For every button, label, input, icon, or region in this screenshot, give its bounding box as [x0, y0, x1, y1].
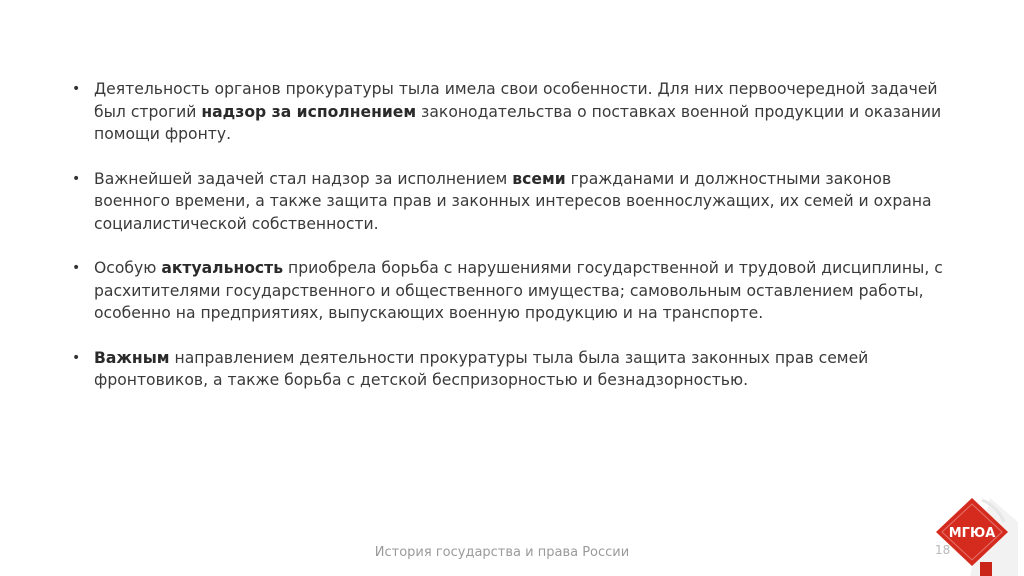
footer-title: История государства и права России [374, 545, 630, 560]
mgua-logo [930, 492, 1020, 576]
logo-text: МГЮА [948, 526, 996, 541]
bullet-dot-icon: • [72, 81, 81, 97]
bullet-dot-icon: • [72, 260, 81, 276]
page-number: 18 [935, 543, 951, 557]
bullet-item [72, 257, 952, 325]
bullet-text: Важным направлением деятельности прокуратуры тыла была защита законных прав семей фронтовиков, а также борьба с детской беспризорностью и безнадзорностью. [94, 348, 869, 389]
bullet-list [72, 78, 952, 414]
bullet-item [72, 347, 952, 392]
bullet-text: Особую актуальность приобрела борьба с нарушениями государственной и трудовой дисциплины, с расхитителями государственного и общественного имущества; самовольным оставлением работы, особенно на предприятиях, выпускающих военную продукцию и на транспорте. [94, 259, 943, 322]
bullet-dot-icon: • [72, 349, 81, 366]
bullet-dot-icon: • [72, 170, 81, 187]
bullet-item [72, 168, 952, 236]
bullet-text: Деятельность органов прокуратуры тыла имела свои особенности. Для них первоочередной задачей был строгий надзор за исполнением законодательства о поставках военной продукции и оказании помощи фронту. [94, 80, 942, 143]
bullet-text: Важнейшей задачей стал надзор за исполнением всеми гражданами и должностными законов военного времени, а также защита прав и законных интересов военнослужащих, их семей и охрана социалистической собственности. [94, 169, 932, 233]
bullet-item [72, 78, 952, 146]
mgua-logo-icon [930, 492, 1020, 576]
